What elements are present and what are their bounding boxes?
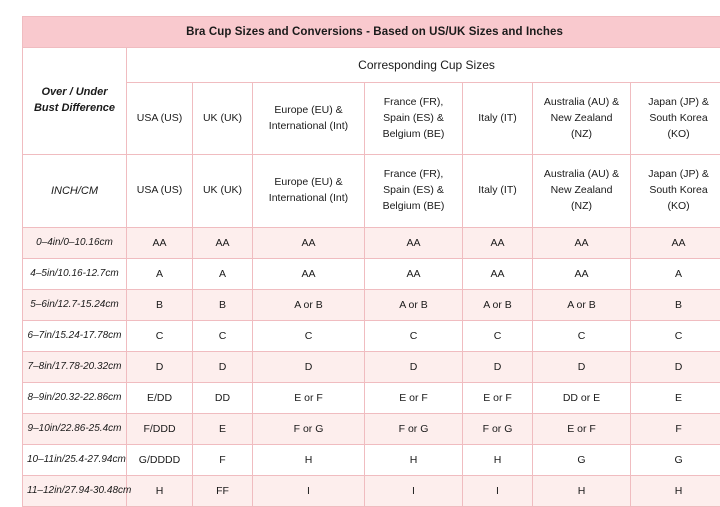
cell-uk: AA [193,227,253,258]
header-region-fr-es-be: France (FR), Spain (ES) & Belgium (BE) [365,83,463,155]
row-difference: 0–4in/0–10.16cm [23,227,127,258]
row-difference: 6–7in/15.24-17.78cm [23,320,127,351]
cell-jp: G [631,444,720,475]
row-difference: 8–9in/20.32-22.86cm [23,382,127,413]
table-row [23,227,720,258]
cell-eu: AA [253,258,365,289]
cell-us: E/DD [127,382,193,413]
row-difference: 9–10in/22.86-25.4cm [23,413,127,444]
cell-us: G/DDDD [127,444,193,475]
cell-it: I [463,475,533,506]
cell-it: AA [463,258,533,289]
row-difference: 7–8in/17.78-20.32cm [23,351,127,382]
table-row [23,444,720,475]
cell-us: D [127,351,193,382]
cell-it: E or F [463,382,533,413]
cell-us: AA [127,227,193,258]
cell-eu: I [253,475,365,506]
header-corresponding-cup-sizes: Corresponding Cup Sizes [127,48,720,83]
cell-jp: H [631,475,720,506]
row-difference: 10–11in/25.4-27.94cm [23,444,127,475]
header-region-jp-ko-repeat: Japan (JP) & South Korea (KO) [631,155,720,227]
cell-jp: AA [631,227,720,258]
header-region-it: Italy (IT) [463,83,533,155]
cell-it: F or G [463,413,533,444]
header-region-uk: UK (UK) [193,83,253,155]
cell-it: H [463,444,533,475]
cell-eu: E or F [253,382,365,413]
header-region-eu: Europe (EU) & International (Int) [253,83,365,155]
cell-jp: B [631,289,720,320]
cell-eu: A or B [253,289,365,320]
cell-eu: AA [253,227,365,258]
cell-uk: E [193,413,253,444]
cell-uk: FF [193,475,253,506]
cell-fr: A or B [365,289,463,320]
header-region-it-repeat: Italy (IT) [463,155,533,227]
cell-eu: D [253,351,365,382]
table-row [23,382,720,413]
header-region-jp-ko: Japan (JP) & South Korea (KO) [631,83,720,155]
header-region-au-nz-repeat: Australia (AU) & New Zealand (NZ) [533,155,631,227]
cell-it: D [463,351,533,382]
cell-it: A or B [463,289,533,320]
header-region-fr-es-be-repeat: France (FR), Spain (ES) & Belgium (BE) [365,155,463,227]
cell-uk: B [193,289,253,320]
cell-jp: A [631,258,720,289]
cell-jp: E [631,382,720,413]
table-row [23,289,720,320]
title-row [23,17,720,48]
table-row [23,258,720,289]
cell-us: A [127,258,193,289]
cell-fr: C [365,320,463,351]
cell-eu: H [253,444,365,475]
cell-au: H [533,475,631,506]
cell-eu: F or G [253,413,365,444]
cell-jp: D [631,351,720,382]
cell-uk: C [193,320,253,351]
cell-us: C [127,320,193,351]
row-difference: 4–5in/10.16-12.7cm [23,258,127,289]
cell-au: G [533,444,631,475]
header-row-regions [23,83,720,155]
cell-fr: D [365,351,463,382]
cell-fr: I [365,475,463,506]
cell-au: D [533,351,631,382]
cell-fr: AA [365,258,463,289]
header-region-eu-repeat: Europe (EU) & International (Int) [253,155,365,227]
cell-fr: E or F [365,382,463,413]
table-row [23,320,720,351]
cell-jp: F [631,413,720,444]
bra-size-table [22,16,720,507]
cell-us: H [127,475,193,506]
cell-au: C [533,320,631,351]
page-title: Bra Cup Sizes and Conversions - Based on US/UK Sizes and Inches [23,17,720,48]
header-bust-difference: Over / Under Bust Difference [23,48,127,155]
cell-fr: F or G [365,413,463,444]
header-region-us-repeat: USA (US) [127,155,193,227]
cell-fr: AA [365,227,463,258]
data-row [23,155,720,227]
header-region-uk-repeat: UK (UK) [193,155,253,227]
header-unit: INCH/CM [23,155,127,227]
cell-us: B [127,289,193,320]
table-row [23,475,720,506]
cell-uk: DD [193,382,253,413]
cell-it: C [463,320,533,351]
cell-jp: C [631,320,720,351]
table-row [23,413,720,444]
row-difference: 11–12in/27.94-30.48cm [23,475,127,506]
cell-au: A or B [533,289,631,320]
row-difference: 5–6in/12.7-15.24cm [23,289,127,320]
cell-au: AA [533,227,631,258]
header-region-us: USA (US) [127,83,193,155]
table-row [23,351,720,382]
header-region-au-nz: Australia (AU) & New Zealand (NZ) [533,83,631,155]
cell-au: E or F [533,413,631,444]
cell-uk: A [193,258,253,289]
cell-au: DD or E [533,382,631,413]
cell-uk: D [193,351,253,382]
cell-eu: C [253,320,365,351]
cell-it: AA [463,227,533,258]
cell-au: AA [533,258,631,289]
cell-fr: H [365,444,463,475]
cell-uk: F [193,444,253,475]
cell-us: F/DDD [127,413,193,444]
header-row-group [23,48,720,83]
